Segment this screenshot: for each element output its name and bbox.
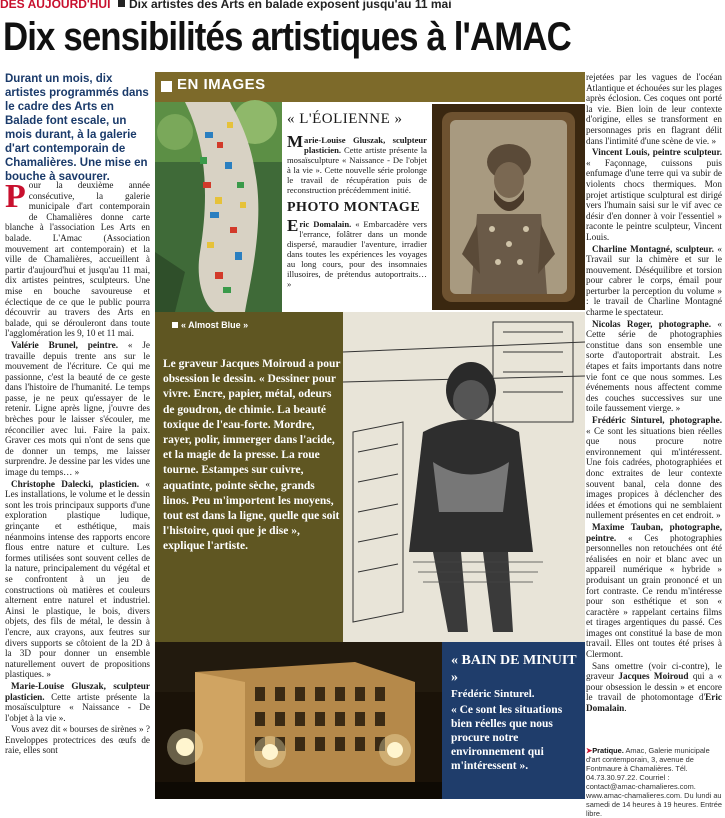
- artist-name: Marie-Louise Gluszak, sculpteur plasticien.: [5, 680, 150, 702]
- paragraph-vincent-louis: [586, 147, 722, 242]
- eolienne-caption: [287, 132, 427, 195]
- paragraph-text: qui a « pour obsession le dessin » et encore le travail de photomontage d': [586, 671, 722, 703]
- artist-name: Nicolas Roger, photographe.: [592, 318, 712, 329]
- paragraph-text: « Les installations, le volume et le dessin sont les trois principaux supports d'une exploration plastique ludique, grinçante et esthétique, mais néanmoins intense des rapports encore flous entre nature et culture. Les formes utilisées sont souvent celles de la nature, principalement du végétal et se confrontent à un jeu de constructions où matières et couleurs alternent entre naturel et industriel. Ainsi le plastique, le bois, divers objets, des fils de métal, le dessin à l'encre, aux crayons, aux feutres sur divers supports se côtoient de la 2D à la 3D pour donner un ensemble naturellement ouvert de propositions plastiques. »: [5, 478, 151, 680]
- article-column-4: [586, 72, 722, 800]
- mosaic-sculpture-image: [155, 102, 282, 312]
- paragraph-text: « Je travaille depuis trente ans sur le mouvement de l'écriture. Ce qui me passionne, c'est la beauté de ce geste dans l'histoire de l'humanité. Le temps passe, je ne peux qu'essayer de le retenir. Ligne après ligne, j'ouvre des brèches pour le laisser s'écouler, me réconcilier avec lui. Faire la paix. Graver ces mots qui n'ont de sens que de donner un temps, me laisser surprendre. Je dessine par les vides une image du temps… »: [5, 339, 150, 478]
- paragraph-marie-louise-gluszak: [5, 681, 150, 723]
- pratique-label: Pratique.: [592, 746, 624, 755]
- artist-name: ric Domalain.: [299, 219, 352, 229]
- arrow-right-icon: ➤: [586, 746, 593, 755]
- artist-name: Jacques Moiroud: [618, 671, 689, 682]
- mosaic-sculpture-photo: [155, 102, 282, 312]
- drop-cap: P: [5, 178, 26, 215]
- drop-cap: E: [287, 216, 299, 235]
- paragraph-valerie-brunel: [5, 340, 150, 478]
- intro-text: our la deuxième année consécutive, la galerie municipale d'art contemporain de Chamalières donne carte blanche à l'association Les Arts en balade. L'Amac (Association mouvement art contemporain) et la ville de Chamalières, accueillent à partir d'aujourd'hui et jusqu'au 11 mai, dix artistes peintres, sculpteurs. Une mise en bouche savoureuse et éclectique de ce que le public pourra découvrir au travers des Arts en balade, qui se dérouleront dans toute l'agglomération les 9, 10 et 11 mai.: [5, 180, 150, 339]
- square-bullet-icon: [118, 0, 125, 7]
- almost-blue-box: [155, 312, 343, 642]
- paragraph-sans-omettre: [586, 661, 722, 714]
- paragraph-text: « Ces photographies personnelles non retouchées ont été réalisées en noir et blanc avec un appareil numérique « hybride » produisant un grain prononcé et un fort contraste. Ce rendu m'intéresse pour son esthétique et son « caractère » rappelant certains films et tirages argentiques du passé. Ces images ont constitué la base de mon travail. Elles ont toutes été prises à Clermont.: [586, 532, 722, 660]
- almost-blue-label: [172, 320, 248, 330]
- almost-blue-quote: Le graveur Jacques Moiroud a pour obsession le dessin. « Dessiner pour vivre. Encre, papier, métal, odeurs de goudron, de chimie. La beauté toxique de l'eau-forte. Mordre, rayer, polir, immerger dans l'acide, et la magie de la presse. La roue tourne. Estampes sur cuivre, aquatinte, pointe sèche, grands linos. Peu m'importent les moyens, tout est dans la ligne, quelle que soit l'histoire, quoi que je dise », explique l'artiste.: [163, 358, 341, 553]
- bain-de-minuit-box: [442, 642, 585, 799]
- paragraph-frederic-sinturel: [586, 415, 722, 521]
- paragraph-text: « Façonnage, cuissons puis enfumage d'une terre qui va subir de violents chocs thermiques. Mon projet artistique sculptural est dirigé vers l'humain saisi sur le vif avec ce désir d'en donner à voir l'essentiel » raconte le peintre sculpteur, Vincent Louis.: [586, 157, 722, 242]
- artist-name: Valérie Brunel, peintre.: [11, 339, 119, 350]
- night-building-image: [155, 642, 442, 799]
- paragraph-christophe-dalecki: [5, 479, 150, 680]
- paragraph-bourses-de-sirenes: Vous avez dit « bourses de sirènes » ? Enveloppes protectrices des œufs de raie, elles sont: [5, 724, 150, 756]
- article-column-1: [5, 180, 150, 798]
- paragraph-maxime-tauban: [586, 522, 722, 660]
- paragraph-charline-montagne: [586, 244, 722, 318]
- paragraph-text: Sans omettre (voir ci-contre), le graveur: [586, 660, 722, 682]
- section-label: EN IMAGES: [177, 76, 266, 93]
- paragraph-nicolas-roger: [586, 319, 722, 414]
- night-building-photo: [155, 642, 442, 799]
- bain-de-minuit-artist: Frédéric Sinturel.: [451, 688, 535, 700]
- paragraph-text: « Travail sur la chimère et sur le mouvement. Déséquilibre et torsion pour cabrer le corps, émail pour perturber la perception du volume » : le travail de Charline Montagné charme le spectateur.: [586, 243, 722, 318]
- paragraph-text: Cette artiste présente la mosaïsculpture « Naissance - De l'objet à la vie ».: [5, 691, 150, 723]
- bain-de-minuit-title: « BAIN DE MINUIT »: [451, 653, 577, 685]
- caption-text: Cette artiste présente la mosaïsculpture « Naissance - De l'objet à la vie ». Cette nouvelle série prolonge le travail de récupération puis de reconstruction précédemment initié.: [287, 145, 427, 195]
- vintage-portrait-photo: [432, 104, 585, 310]
- portrait-image: [432, 104, 585, 310]
- paragraph-continuation: rejetées par les vagues de l'océan Atlantique et échouées sur les plages après éclosion. Ces coques ont porté la vie. Bien loin de leur contexte d'origine, elles se transforment en personnages pris en flagrant délit dans l'intimité d'une scène de vie. »: [586, 72, 722, 146]
- lead-paragraph: Durant un mois, dix artistes programmés dans le cadre des Arts en Balade font escale, un mois durant, à la galerie d'art contemporain de Chamalières. Une mise en bouche à savourer.: [5, 73, 149, 183]
- headline: Dix sensibilités artistiques à l'AMAC: [3, 15, 571, 59]
- artist-name: Christophe Dalecki, plasticien.: [11, 478, 140, 489]
- rubric-label: DES AUJOURD'HUI: [0, 0, 111, 11]
- section-banner: [155, 72, 585, 102]
- engraving-photo: [343, 312, 585, 642]
- eolienne-and-photomontage: [287, 110, 427, 291]
- bain-de-minuit-quote: « Ce sont les situations bien réelles que nous procure notre environnement qui m'intéressent ».: [451, 704, 563, 772]
- eolienne-title: « L'ÉOLIENNE »: [287, 111, 403, 127]
- paragraph-text: « Ce sont les situations bien réelles que nous procure notre environnement qui m'intéressent. Une fois cadrées, photographiées et donc extraites de leur contexte souvent banal, cela donne des images propices à déclencher des idées et émotions qui ne semblaient nullement présentes en cet endroit. »: [586, 425, 722, 521]
- pratique-text: Amac, Galerie municipale d'art contemporain, 3, avenue de Fontmaure à Chamalières. Tél. 04.73.30.97.22. Courriel : contact@amac-chamalieres.com. www.amac-chamalieres.com. Du lundi au samedi de 14 heures à 19 heures. Entrée libre.: [586, 746, 722, 818]
- label-text: « Almost Blue »: [181, 320, 249, 330]
- kicker: [118, 0, 452, 11]
- engraving-image: [343, 312, 585, 642]
- artist-name: Eric Domalain: [586, 692, 722, 714]
- artist-name: Vincent Louis, peintre sculpteur.: [592, 147, 722, 158]
- intro-paragraph: [5, 180, 150, 339]
- artist-name: Maxime Tauban, photographe, peintre.: [586, 521, 722, 543]
- photomontage-caption: [287, 216, 428, 289]
- square-bullet-icon: [172, 322, 178, 328]
- pratique-info: [586, 746, 723, 818]
- photomontage-title: PHOTO MONTAGE: [287, 200, 421, 215]
- artist-name: arie-Louise Gluszak, sculpteur plasticien.: [304, 135, 427, 155]
- kicker-text: Dix artistes des Arts en balade exposent jusqu'au 11 mai: [129, 0, 452, 11]
- drop-cap: M: [287, 132, 304, 151]
- top-rubric-line: [0, 0, 725, 12]
- square-bullet-icon: [161, 81, 172, 92]
- artist-name: Frédéric Sinturel, photographe.: [592, 415, 722, 425]
- paragraph-text: .: [624, 703, 627, 714]
- caption-text: « Embarcadère vers l'errance, folâtrer dans un monde dispersé, maraudier l'aventure, irradier dans toutes les expériences les voyages au long cours, pour des insomnaies illusoires, de prétendus autoportraits… »: [287, 219, 428, 289]
- artist-name: Charline Montagné, sculpteur.: [592, 243, 714, 254]
- paragraph-text: « Cette série de photographies constitue dans son ensemble une sorte d'autoportrait abstrait. Les étapes et faits importants dans notre vie font ce que nous sommes. Les événements nous affectent comme des couches successives sur une toile faussement vierge. »: [586, 318, 722, 414]
